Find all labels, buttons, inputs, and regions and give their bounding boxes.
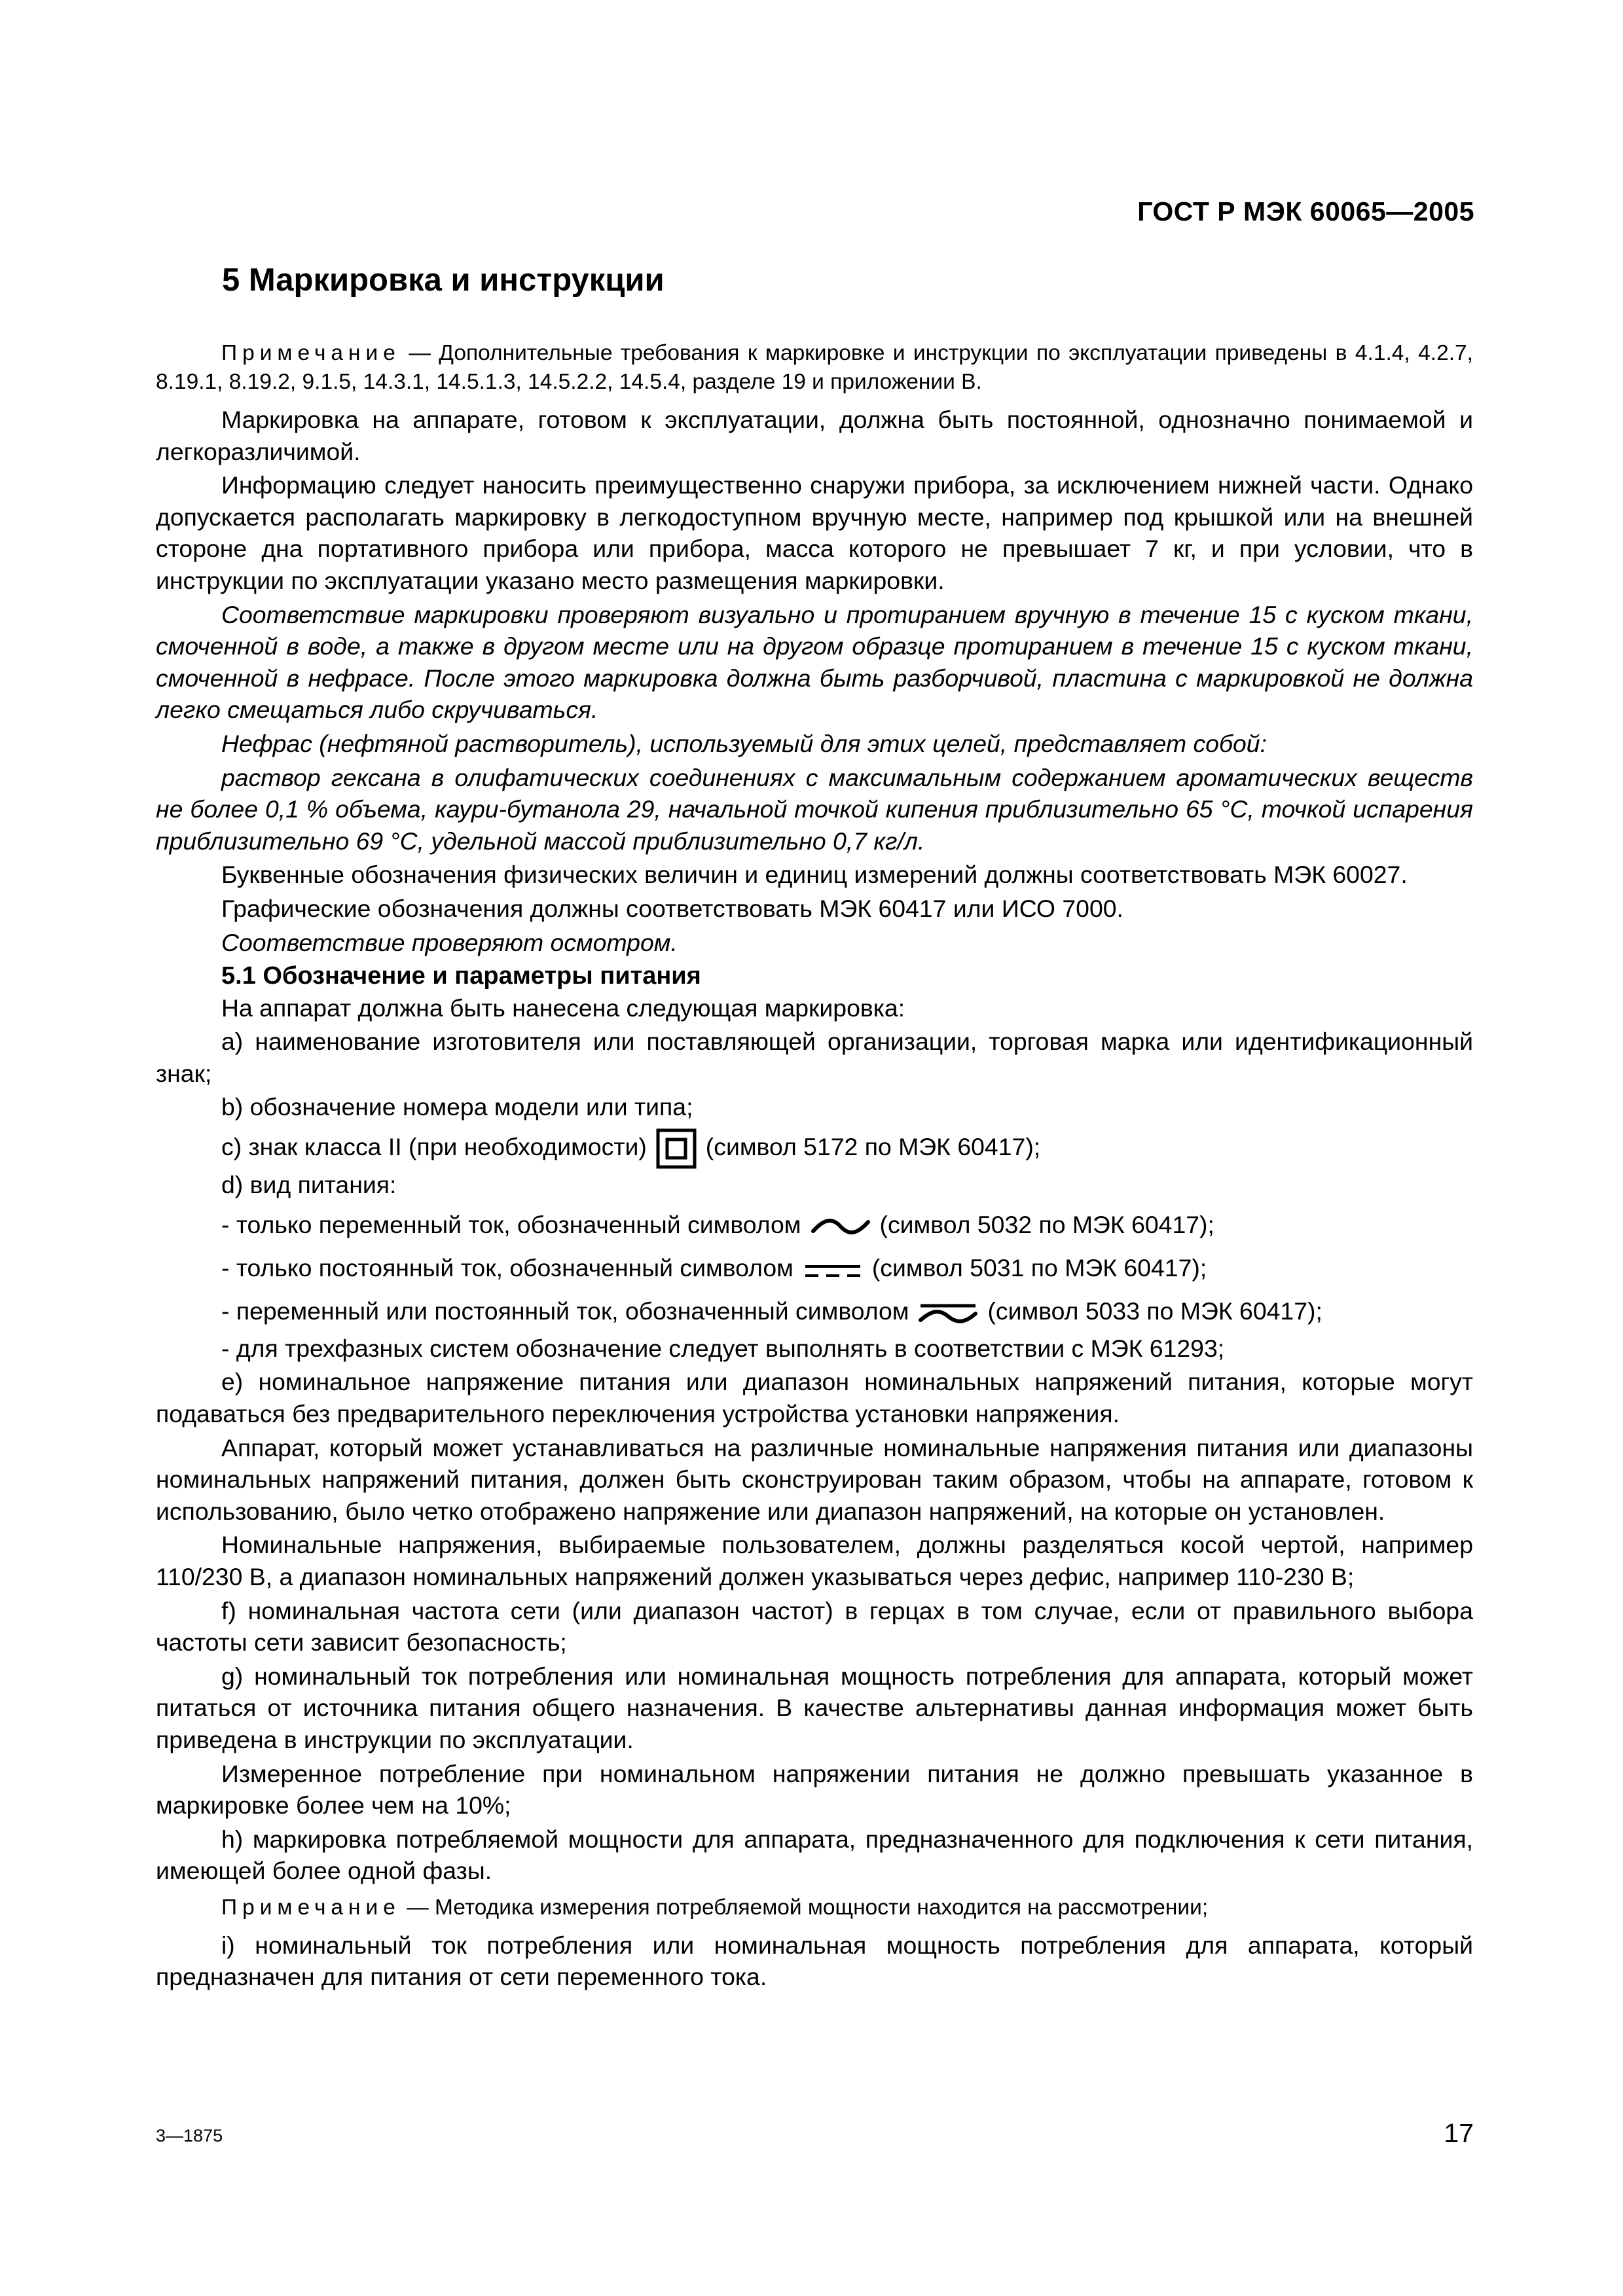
list-intro: На аппарат должна быть нанесена следующая маркировка:	[221, 994, 905, 1022]
alternating-current-icon	[811, 1215, 871, 1238]
paragraph-measured-consumption: Измеренное потребление при номинальном напряжении питания не должно превышать указанное в маркировке более чем на 10%;	[156, 1759, 1473, 1820]
paragraph-voltage-setting: Аппарат, который может устанавливаться на различные номинальные напряжения питания или диапазоны номинальных напряжений питания, должен быть сконструирован таким образом, чтобы на аппарате, готовом к использованию, было четко отображено напряжение или диапазон напряжений, на которые он установлен.	[156, 1433, 1473, 1525]
paragraph-marking-permanent: Маркировка на аппарате, готовом к эксплуатации, должна быть постоянной, однозначно понимаемой и легкоразличимой.	[156, 406, 1473, 465]
footer-code: 3—1875	[156, 2126, 223, 2145]
list-item-d-dc	[156, 1246, 1473, 1289]
paragraph-compliance-wipe: Соответствие маркировки проверяют визуально и протиранием вручную в течение 15 с куском ткани, смоченной в воде, а также в другом месте или на другом образце протиранием в течение 15 с куском ткани, смоченной в нефрасе. После этого маркировка должна быть разборчивой, пластина с маркировкой не должна легко смещаться либо скручиваться.	[156, 600, 1473, 724]
double-square-icon	[656, 1128, 697, 1169]
note-label-2: Примечание	[221, 1895, 401, 1920]
paragraph-nefras-intro: Нефрас (нефтяной растворитель), используемый для этих целей, представляет собой:	[221, 729, 1267, 757]
list-item-d-ac-text: - только переменный ток, обозначенный символом	[221, 1210, 801, 1238]
note-text: — Дополнительные требования к маркировке и инструкции по эксплуатации приведены в 4.1.4, 4.2.7, 8.19.1, 8.19.2, 9.1.5, 14.3.1, 14.5.1.3, 14.5.2.2, 14.5.4, разделе 19 и приложении В.	[156, 341, 1473, 394]
list-item-d-three-phase: - для трехфазных систем обозначение следует выполнять в соответствии с МЭК 61293;	[221, 1334, 1225, 1362]
paragraph-nefras-composition: раствор гексана в олифатических соединениях с максимальным содержанием ароматических веществ не более 0,1 % объема, каури-бутанола 29, начальной точкой кипения приблизительно 65 °С, точкой испарения приблизительно 69 °С, удельной массой приблизительно 0,7 кг/л.	[156, 763, 1473, 855]
note-text-2: — Методика измерения потребляемой мощности находится на рассмотрении;	[400, 1895, 1209, 1920]
page-number: 17	[1444, 2118, 1474, 2148]
list-item-d-dc-ref: (символ 5031 по МЭК 60417);	[871, 1253, 1207, 1282]
paragraph-compliance-inspection: Соответствие проверяют осмотром.	[221, 928, 678, 956]
note-label: Примечание	[221, 341, 401, 365]
list-item-d-ac	[156, 1203, 1473, 1246]
subsection-title: 5.1 Обозначение и параметры питания	[221, 962, 701, 990]
paragraph-graphic-symbols: Графические обозначения должны соответствовать МЭК 60417 или ИСО 7000.	[221, 894, 1123, 922]
page-content	[156, 260, 1473, 1995]
direct-current-icon	[803, 1259, 863, 1281]
list-item-c-ref: (символ 5172 по МЭК 60417);	[705, 1133, 1041, 1161]
list-item-d-acdc	[156, 1289, 1473, 1333]
list-item-d: d) вид питания:	[221, 1171, 397, 1199]
note-paragraph-2	[156, 1893, 1473, 1922]
list-item-i: i) номинальный ток потребления или номинальная мощность потребления для аппарата, который предназначен для питания от сети переменного тока.	[156, 1931, 1473, 1991]
standard-code: ГОСТ Р МЭК 60065—2005	[1137, 196, 1474, 226]
list-item-a: а) наименование изготовителя или поставляющей организации, торговая марка или идентификационный знак;	[156, 1028, 1473, 1087]
note-paragraph	[156, 339, 1473, 397]
list-item-c	[156, 1125, 1473, 1169]
list-item-f: f) номинальная частота сети (или диапазон частот) в герцах в том случае, если от правильного выбора частоты сети зависит безопасность;	[156, 1596, 1473, 1657]
list-item-c-text: с) знак класса II (при необходимости)	[221, 1133, 647, 1161]
paragraph-letter-symbols: Буквенные обозначения физических величин и единиц измерений должны соответствовать МЭК 60027.	[221, 861, 1408, 889]
list-item-d-ac-ref: (символ 5032 по МЭК 60417);	[879, 1210, 1214, 1238]
list-item-g: g) номинальный ток потребления или номинальная мощность потребления для аппарата, который может питаться от источника питания общего назначения. В качестве альтернативы данная информация может быть приведена в инструкции по эксплуатации.	[156, 1662, 1473, 1753]
list-item-h: h) маркировка потребляемой мощности для аппарата, предназначенного для подключения к сети питания, имеющей более одной фазы.	[156, 1825, 1473, 1885]
ac-dc-icon	[918, 1300, 978, 1325]
list-item-e: е) номинальное напряжение питания или диапазон номинальных напряжений питания, которые могут подаваться без предварительного переключения устройства установки напряжения.	[156, 1368, 1473, 1427]
paragraph-voltage-notation: Номинальные напряжения, выбираемые пользователем, должны разделяться косой чертой, например 110/230 В, а диапазон номинальных напряжений должен указываться через дефис, например 110-230 В;	[156, 1531, 1473, 1590]
paragraph-marking-location: Информацию следует наносить преимущественно снаружи прибора, за исключением нижней части. Однако допускается располагать маркировку в легкодоступном вручную месте, например под крышкой или на внешней стороне дна портативного прибора или прибора, масса которого не превышает 7 кг, и при условии, что в инструкции по эксплуатации указано место размещения маркировки.	[156, 471, 1473, 594]
list-item-b: b) обозначение номера модели или типа;	[221, 1093, 693, 1121]
section-title: 5 Маркировка и инструкции	[222, 262, 665, 298]
list-item-d-acdc-ref: (символ 5033 по МЭК 60417);	[987, 1297, 1322, 1325]
list-item-d-dc-text: - только постоянный ток, обозначенный символом	[221, 1253, 793, 1282]
list-item-d-acdc-text: - переменный или постоянный ток, обозначенный символом	[221, 1297, 909, 1325]
